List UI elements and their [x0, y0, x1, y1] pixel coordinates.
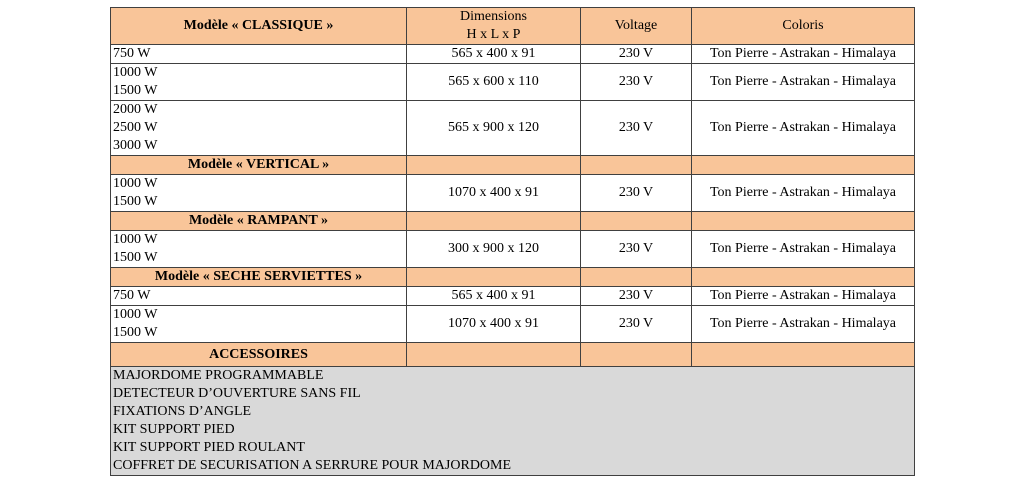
product-table: [110, 7, 915, 476]
voltage-cell: 230 V: [581, 64, 692, 101]
empty-cell: [407, 343, 581, 367]
empty-cell: [692, 212, 915, 231]
empty-cell: [581, 212, 692, 231]
accessory-item: COFFRET DE SECURISATION A SERRURE POUR MAJORDOME: [113, 458, 512, 473]
voltage-cell: 230 V: [581, 101, 692, 156]
colors-cell: Ton Pierre - Astrakan - Himalaya: [692, 287, 915, 306]
section-row-seche-serviettes: [111, 268, 915, 287]
section-row-vertical: [111, 156, 915, 175]
accessory-item: KIT SUPPORT PIED ROULANT: [113, 440, 305, 455]
dimensions-cell: 565 x 900 x 120: [407, 101, 581, 156]
dimensions-cell: 565 x 400 x 91: [407, 45, 581, 64]
accessories-row: [111, 367, 915, 476]
power-value: 3000 W: [113, 138, 158, 153]
power-value: 1500 W: [113, 83, 158, 98]
empty-cell: [407, 156, 581, 175]
dimensions-cell: 1070 x 400 x 91: [407, 175, 581, 212]
colors-cell: Ton Pierre - Astrakan - Himalaya: [692, 175, 915, 212]
accessories-title: ACCESSOIRES: [111, 343, 407, 367]
colors-cell: Ton Pierre - Astrakan - Himalaya: [692, 45, 915, 64]
table-row: [111, 64, 915, 101]
power-cell: [111, 231, 407, 268]
power-value: 1500 W: [113, 194, 158, 209]
power-cell: [111, 306, 407, 343]
empty-cell: [581, 343, 692, 367]
accessory-item: KIT SUPPORT PIED: [113, 422, 235, 437]
empty-cell: [581, 156, 692, 175]
power-value: 1000 W: [113, 307, 158, 322]
voltage-header: Voltage: [581, 8, 692, 45]
accessories-list: [111, 367, 915, 476]
power-cell: [111, 287, 407, 306]
power-value: 1500 W: [113, 325, 158, 340]
voltage-cell: 230 V: [581, 231, 692, 268]
accessory-item: DETECTEUR D’OUVERTURE SANS FIL: [113, 386, 361, 401]
power-cell: [111, 64, 407, 101]
colors-cell: Ton Pierre - Astrakan - Himalaya: [692, 231, 915, 268]
table-row: [111, 45, 915, 64]
dimensions-cell: 565 x 400 x 91: [407, 287, 581, 306]
empty-cell: [692, 156, 915, 175]
power-value: 1500 W: [113, 250, 158, 265]
power-cell: [111, 101, 407, 156]
dimensions-cell: 565 x 600 x 110: [407, 64, 581, 101]
empty-cell: [581, 268, 692, 287]
colors-header: Coloris: [692, 8, 915, 45]
section-row-rampant: [111, 212, 915, 231]
model-seche-serviettes-title: Modèle « SECHE SERVIETTES »: [111, 268, 407, 287]
dimensions-header: [407, 8, 581, 45]
accessory-item: FIXATIONS D’ANGLE: [113, 404, 252, 419]
voltage-cell: 230 V: [581, 45, 692, 64]
accessory-item: MAJORDOME PROGRAMMABLE: [113, 368, 324, 383]
colors-cell: Ton Pierre - Astrakan - Himalaya: [692, 101, 915, 156]
dimensions-header-units: H x L x P: [466, 27, 521, 42]
section-row-accessoires: [111, 343, 915, 367]
power-value: 1000 W: [113, 176, 158, 191]
table-row: [111, 175, 915, 212]
colors-cell: Ton Pierre - Astrakan - Himalaya: [692, 306, 915, 343]
power-cell: [111, 175, 407, 212]
table-row: [111, 231, 915, 268]
header-row: [111, 8, 915, 45]
model-vertical-title: Modèle « VERTICAL »: [111, 156, 407, 175]
table-row: [111, 306, 915, 343]
model-rampant-title: Modèle « RAMPANT »: [111, 212, 407, 231]
empty-cell: [692, 268, 915, 287]
power-value: 1000 W: [113, 232, 158, 247]
empty-cell: [407, 212, 581, 231]
dimensions-cell: 300 x 900 x 120: [407, 231, 581, 268]
model-classique-title: Modèle « CLASSIQUE »: [111, 8, 407, 45]
power-cell: [111, 45, 407, 64]
colors-cell: Ton Pierre - Astrakan - Himalaya: [692, 64, 915, 101]
voltage-cell: 230 V: [581, 306, 692, 343]
power-value: 1000 W: [113, 65, 158, 80]
empty-cell: [692, 343, 915, 367]
power-value: 2000 W: [113, 102, 158, 117]
dimensions-cell: 1070 x 400 x 91: [407, 306, 581, 343]
table-row: [111, 287, 915, 306]
power-value: 750 W: [113, 288, 151, 303]
dimensions-header-label: Dimensions: [460, 9, 527, 24]
voltage-cell: 230 V: [581, 175, 692, 212]
empty-cell: [407, 268, 581, 287]
power-value: 2500 W: [113, 120, 158, 135]
table-row: [111, 101, 915, 156]
power-value: 750 W: [113, 46, 151, 61]
voltage-cell: 230 V: [581, 287, 692, 306]
